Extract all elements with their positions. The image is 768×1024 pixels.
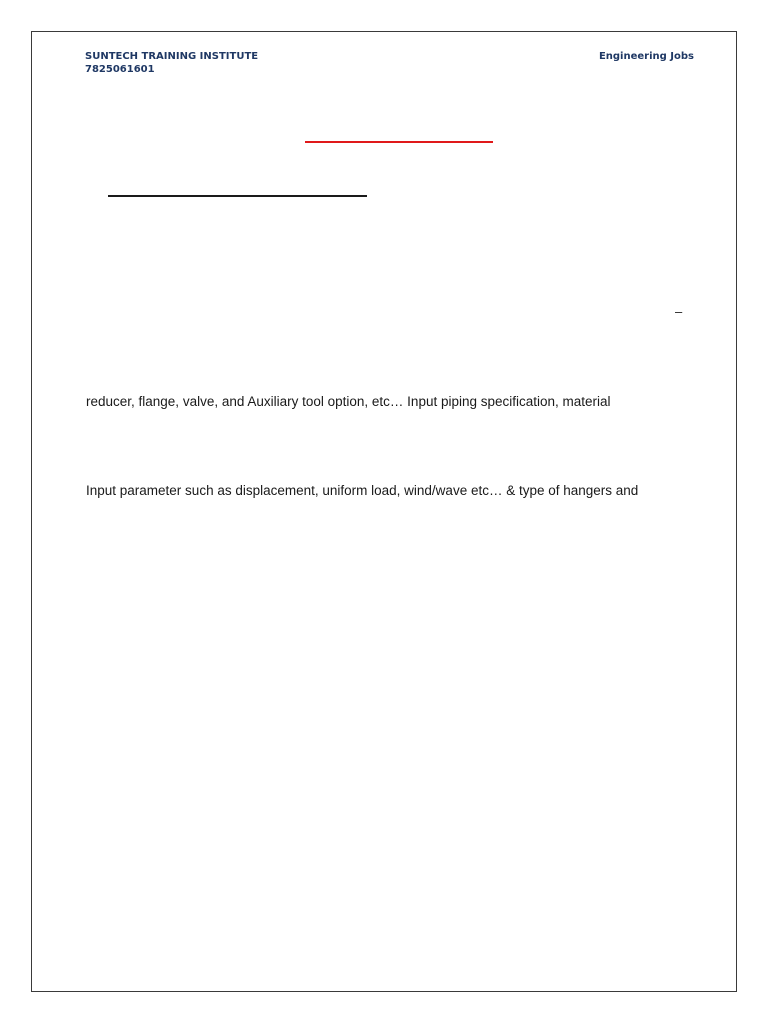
body-text-line: Input parameter such as displacement, uniform load, wind/wave etc… & type of hangers and [86, 483, 639, 498]
institute-name: SUNTECH TRAINING INSTITUTE [85, 51, 259, 62]
phone-number: 7825061601 [85, 64, 155, 75]
red-underline-rule [305, 141, 493, 143]
dash-mark: – [675, 304, 683, 319]
header-right [599, 50, 694, 63]
body-text-line: reducer, flange, valve, and Auxiliary tool option, etc… Input piping specification, material [86, 394, 611, 409]
black-underline-rule [108, 195, 367, 197]
engineering-jobs-label: Engineering Jobs [598, 51, 694, 62]
document-page [31, 31, 737, 992]
header-left [85, 50, 258, 76]
